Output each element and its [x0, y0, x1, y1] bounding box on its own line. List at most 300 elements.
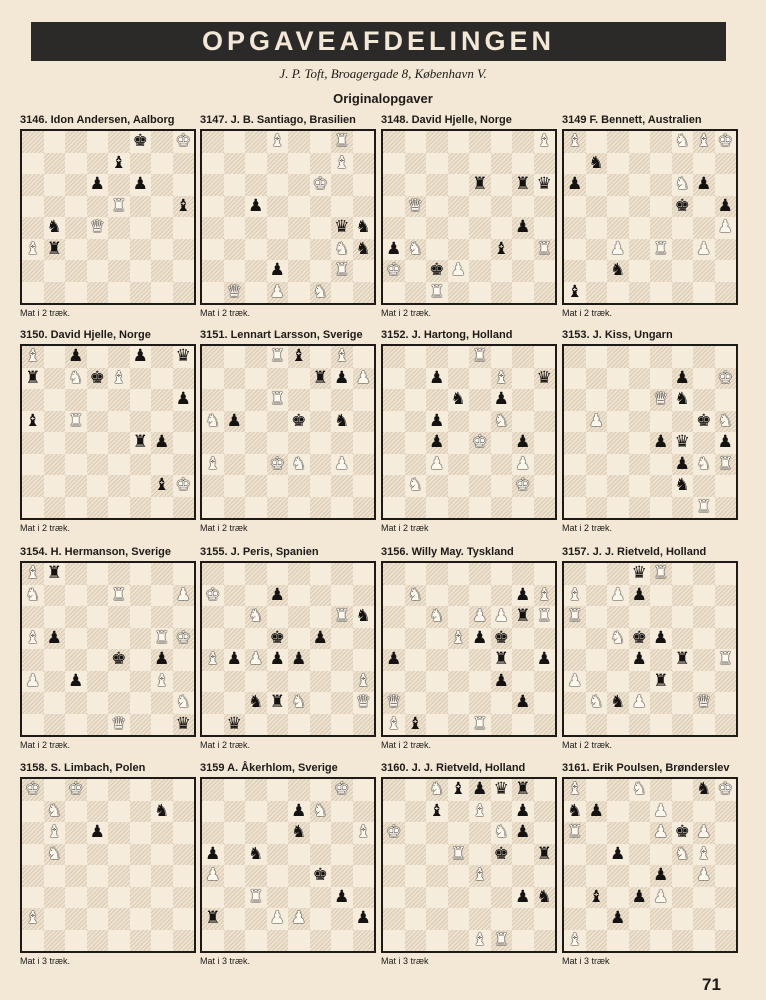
- black-knight-icon: ♞: [696, 779, 712, 800]
- board-square: [108, 368, 130, 390]
- board-square: [693, 887, 715, 909]
- black-pawn-icon: ♟: [386, 238, 402, 259]
- white-knight-icon: ♞: [205, 410, 221, 431]
- board-square: [405, 239, 427, 261]
- board-square: [426, 174, 448, 196]
- problem-stipulation: Mat i 2 træk.: [562, 523, 613, 533]
- white-queen-icon: ♛: [386, 692, 402, 713]
- board-square: [715, 239, 737, 261]
- problem-stipulation: Mat i 2 træk.: [562, 308, 613, 318]
- board-square: [650, 930, 672, 952]
- board-square: [22, 822, 44, 844]
- board-square: [224, 196, 246, 218]
- board-square: [629, 346, 651, 368]
- board-square: [288, 174, 310, 196]
- board-square: [607, 908, 629, 930]
- board-square: [426, 585, 448, 607]
- board-square: [715, 497, 737, 519]
- board-square: [383, 671, 405, 693]
- board-square: [173, 454, 195, 476]
- board-square: [448, 779, 470, 801]
- black-bishop-icon: ♝: [175, 195, 191, 216]
- board-square: [87, 153, 109, 175]
- board-square: [672, 865, 694, 887]
- board-square: [151, 260, 173, 282]
- board-square: [512, 887, 534, 909]
- board-square: [586, 454, 608, 476]
- board-square: [534, 714, 556, 736]
- board-square: [353, 239, 375, 261]
- board-square: [469, 801, 491, 823]
- board-square: [534, 432, 556, 454]
- board-square: [22, 454, 44, 476]
- black-knight-icon: ♞: [610, 692, 626, 713]
- chess-diagram: [381, 344, 557, 520]
- board-square: [224, 865, 246, 887]
- black-queen-icon: ♛: [226, 713, 242, 734]
- board-square: [448, 822, 470, 844]
- board-square: [715, 196, 737, 218]
- board-square: [491, 475, 513, 497]
- board-square: [353, 628, 375, 650]
- problem-stipulation: Mat i 3 træk: [381, 956, 429, 966]
- board-square: [202, 714, 224, 736]
- board-square: [331, 779, 353, 801]
- white-knight-icon: ♞: [429, 606, 445, 627]
- board-square: [715, 801, 737, 823]
- board-square: [65, 196, 87, 218]
- board-square: [353, 714, 375, 736]
- board-square: [202, 282, 224, 304]
- board-square: [224, 239, 246, 261]
- board-square: [22, 779, 44, 801]
- board-square: [65, 563, 87, 585]
- white-king-icon: ♚: [472, 432, 488, 453]
- board-square: [151, 217, 173, 239]
- white-bishop-icon: ♝: [567, 929, 583, 950]
- problem-stipulation: Mat i 3 træk.: [20, 956, 71, 966]
- board-square: [383, 131, 405, 153]
- board-square: [44, 563, 66, 585]
- board-square: [202, 822, 224, 844]
- black-rook-icon: ♜: [493, 649, 509, 670]
- black-pawn-icon: ♟: [226, 649, 242, 670]
- board-square: [672, 475, 694, 497]
- board-square: [693, 779, 715, 801]
- board-square: [353, 454, 375, 476]
- board-square: [151, 801, 173, 823]
- board-square: [267, 346, 289, 368]
- board-square: [267, 389, 289, 411]
- board-square: [693, 411, 715, 433]
- board-square: [353, 844, 375, 866]
- board-square: [202, 432, 224, 454]
- board-square: [715, 389, 737, 411]
- board-square: [331, 628, 353, 650]
- problem-card: [20, 113, 202, 323]
- black-knight-icon: ♞: [334, 410, 350, 431]
- board-square: [151, 844, 173, 866]
- board-square: [44, 930, 66, 952]
- problem-card: [20, 328, 202, 538]
- board-square: [130, 217, 152, 239]
- white-rook-icon: ♜: [567, 822, 583, 843]
- black-pawn-icon: ♟: [386, 649, 402, 670]
- black-bishop-icon: ♝: [407, 713, 423, 734]
- problem-stipulation: Mat i 2 træk.: [20, 523, 71, 533]
- board-square: [245, 822, 267, 844]
- board-square: [383, 368, 405, 390]
- board-square: [353, 174, 375, 196]
- board-square: [108, 475, 130, 497]
- board-square: [405, 671, 427, 693]
- black-bishop-icon: ♝: [567, 281, 583, 302]
- board-square: [448, 411, 470, 433]
- board-square: [22, 497, 44, 519]
- black-pawn-icon: ♟: [674, 367, 690, 388]
- board-square: [491, 844, 513, 866]
- board-square: [65, 260, 87, 282]
- board-square: [65, 930, 87, 952]
- board-square: [672, 908, 694, 930]
- board-square: [224, 779, 246, 801]
- black-pawn-icon: ♟: [696, 174, 712, 195]
- black-rook-icon: ♜: [653, 670, 669, 691]
- white-pawn-icon: ♟: [610, 584, 626, 605]
- black-knight-icon: ♞: [610, 260, 626, 281]
- black-rook-icon: ♜: [132, 432, 148, 453]
- board-square: [469, 368, 491, 390]
- board-square: [491, 432, 513, 454]
- board-square: [44, 822, 66, 844]
- board-square: [267, 260, 289, 282]
- board-square: [87, 671, 109, 693]
- board-square: [130, 887, 152, 909]
- board-square: [22, 432, 44, 454]
- board-square: [288, 671, 310, 693]
- board-square: [44, 217, 66, 239]
- black-pawn-icon: ♟: [515, 432, 531, 453]
- board-square: [202, 585, 224, 607]
- board-square: [310, 497, 332, 519]
- board-square: [693, 174, 715, 196]
- board-square: [173, 649, 195, 671]
- board-square: [607, 779, 629, 801]
- white-rook-icon: ♜: [653, 563, 669, 584]
- board-square: [130, 389, 152, 411]
- board-square: [108, 411, 130, 433]
- board-square: [491, 801, 513, 823]
- black-pawn-icon: ♟: [269, 649, 285, 670]
- board-square: [534, 801, 556, 823]
- board-square: [426, 628, 448, 650]
- board-square: [130, 671, 152, 693]
- board-square: [202, 692, 224, 714]
- board-square: [693, 217, 715, 239]
- board-square: [469, 692, 491, 714]
- white-queen-icon: ♛: [407, 195, 423, 216]
- board-square: [693, 930, 715, 952]
- board-square: [267, 692, 289, 714]
- board-square: [22, 887, 44, 909]
- board-square: [130, 454, 152, 476]
- board-square: [383, 475, 405, 497]
- board-square: [331, 930, 353, 952]
- white-rook-icon: ♜: [536, 606, 552, 627]
- board-square: [331, 368, 353, 390]
- white-rook-icon: ♜: [450, 843, 466, 864]
- board-square: [130, 649, 152, 671]
- board-square: [44, 671, 66, 693]
- board-square: [173, 497, 195, 519]
- board-square: [564, 411, 586, 433]
- board-square: [512, 411, 534, 433]
- black-pawn-icon: ♟: [89, 822, 105, 843]
- board-square: [426, 260, 448, 282]
- problem-title: 3152. J. Hartong, Holland: [381, 329, 513, 341]
- board-square: [672, 368, 694, 390]
- board-square: [586, 497, 608, 519]
- problem-card: [381, 328, 563, 538]
- board-square: [629, 563, 651, 585]
- board-square: [173, 217, 195, 239]
- board-square: [564, 908, 586, 930]
- board-square: [331, 153, 353, 175]
- board-square: [65, 389, 87, 411]
- board-square: [469, 131, 491, 153]
- white-queen-icon: ♛: [696, 692, 712, 713]
- problem-title: 3150. David Hjelle, Norge: [20, 329, 151, 341]
- board-square: [383, 930, 405, 952]
- board-square: [650, 153, 672, 175]
- board-square: [288, 844, 310, 866]
- board-square: [672, 432, 694, 454]
- board-square: [130, 606, 152, 628]
- board-square: [650, 671, 672, 693]
- board-square: [607, 239, 629, 261]
- board-square: [693, 844, 715, 866]
- board-square: [564, 801, 586, 823]
- white-knight-icon: ♞: [407, 584, 423, 605]
- board-square: [224, 887, 246, 909]
- board-square: [173, 671, 195, 693]
- chess-diagram: [20, 129, 196, 305]
- board-square: [607, 714, 629, 736]
- board-square: [650, 497, 672, 519]
- board-square: [22, 714, 44, 736]
- board-square: [469, 454, 491, 476]
- board-square: [715, 217, 737, 239]
- white-pawn-icon: ♟: [696, 865, 712, 886]
- board-square: [405, 585, 427, 607]
- board-square: [650, 346, 672, 368]
- board-square: [224, 475, 246, 497]
- board-square: [130, 563, 152, 585]
- black-queen-icon: ♛: [493, 779, 509, 800]
- board-square: [469, 432, 491, 454]
- board-square: [564, 887, 586, 909]
- problem-title: 3147. J. B. Santiago, Brasilien: [200, 114, 356, 126]
- board-square: [426, 497, 448, 519]
- chess-diagram: [562, 344, 738, 520]
- board-square: [173, 475, 195, 497]
- board-square: [586, 389, 608, 411]
- board-square: [448, 217, 470, 239]
- board-square: [353, 131, 375, 153]
- board-square: [151, 585, 173, 607]
- board-square: [650, 779, 672, 801]
- black-pawn-icon: ♟: [536, 649, 552, 670]
- board-square: [534, 908, 556, 930]
- white-rook-icon: ♜: [334, 606, 350, 627]
- black-pawn-icon: ♟: [291, 649, 307, 670]
- board-square: [108, 585, 130, 607]
- board-square: [22, 217, 44, 239]
- board-square: [534, 475, 556, 497]
- board-square: [44, 346, 66, 368]
- problem-title: 3159 A. Åkerhlom, Sverige: [200, 762, 338, 774]
- board-square: [245, 563, 267, 585]
- board-square: [22, 411, 44, 433]
- section-banner: OPGAVEAFDELINGEN: [31, 22, 726, 61]
- board-square: [607, 930, 629, 952]
- board-square: [469, 174, 491, 196]
- board-square: [22, 260, 44, 282]
- board-square: [405, 779, 427, 801]
- board-square: [512, 865, 534, 887]
- board-square: [224, 260, 246, 282]
- black-king-icon: ♚: [631, 627, 647, 648]
- board-square: [512, 454, 534, 476]
- board-square: [202, 887, 224, 909]
- board-square: [469, 239, 491, 261]
- board-square: [22, 865, 44, 887]
- board-square: [448, 196, 470, 218]
- black-pawn-icon: ♟: [631, 649, 647, 670]
- black-rook-icon: ♜: [205, 908, 221, 929]
- black-pawn-icon: ♟: [472, 627, 488, 648]
- board-square: [288, 411, 310, 433]
- black-bishop-icon: ♝: [291, 346, 307, 367]
- board-square: [310, 260, 332, 282]
- board-square: [715, 606, 737, 628]
- board-square: [564, 131, 586, 153]
- board-square: [331, 454, 353, 476]
- white-pawn-icon: ♟: [175, 584, 191, 605]
- board-square: [22, 239, 44, 261]
- board-square: [672, 822, 694, 844]
- board-square: [512, 628, 534, 650]
- board-square: [288, 563, 310, 585]
- white-king-icon: ♚: [312, 174, 328, 195]
- board-square: [245, 692, 267, 714]
- board-square: [586, 368, 608, 390]
- board-square: [491, 260, 513, 282]
- board-square: [288, 649, 310, 671]
- board-square: [245, 628, 267, 650]
- board-square: [426, 131, 448, 153]
- problem-stipulation: Mat i 2 træk.: [381, 308, 432, 318]
- board-square: [331, 260, 353, 282]
- board-square: [87, 389, 109, 411]
- problem-stipulation: Mat i 2 træk.: [562, 740, 613, 750]
- board-square: [245, 239, 267, 261]
- board-square: [650, 282, 672, 304]
- board-square: [586, 174, 608, 196]
- board-square: [405, 346, 427, 368]
- board-square: [383, 779, 405, 801]
- board-square: [586, 908, 608, 930]
- problem-card: [200, 545, 382, 755]
- chess-diagram: [200, 777, 376, 953]
- white-bishop-icon: ♝: [696, 131, 712, 152]
- board-square: [491, 822, 513, 844]
- black-pawn-icon: ♟: [631, 886, 647, 907]
- problem-title: 3157. J. J. Rietveld, Holland: [562, 546, 707, 558]
- board-square: [44, 174, 66, 196]
- board-square: [224, 153, 246, 175]
- board-square: [331, 432, 353, 454]
- board-square: [512, 389, 534, 411]
- board-square: [245, 671, 267, 693]
- board-square: [383, 692, 405, 714]
- black-bishop-icon: ♝: [111, 152, 127, 173]
- board-square: [405, 368, 427, 390]
- board-square: [693, 606, 715, 628]
- board-square: [607, 692, 629, 714]
- board-square: [586, 671, 608, 693]
- board-square: [288, 432, 310, 454]
- board-square: [629, 368, 651, 390]
- board-square: [353, 282, 375, 304]
- black-pawn-icon: ♟: [653, 865, 669, 886]
- white-knight-icon: ♞: [248, 606, 264, 627]
- board-square: [44, 282, 66, 304]
- white-knight-icon: ♞: [610, 627, 626, 648]
- board-square: [469, 606, 491, 628]
- white-pawn-icon: ♟: [429, 453, 445, 474]
- white-king-icon: ♚: [269, 453, 285, 474]
- white-bishop-icon: ♝: [472, 929, 488, 950]
- board-square: [629, 497, 651, 519]
- board-square: [173, 282, 195, 304]
- board-square: [629, 432, 651, 454]
- board-square: [491, 628, 513, 650]
- black-knight-icon: ♞: [567, 800, 583, 821]
- board-square: [151, 389, 173, 411]
- board-square: [629, 801, 651, 823]
- board-square: [353, 563, 375, 585]
- black-pawn-icon: ♟: [674, 453, 690, 474]
- board-square: [87, 368, 109, 390]
- board-square: [534, 196, 556, 218]
- board-square: [65, 779, 87, 801]
- board-square: [288, 346, 310, 368]
- board-square: [491, 606, 513, 628]
- board-square: [607, 865, 629, 887]
- board-square: [715, 649, 737, 671]
- board-square: [151, 131, 173, 153]
- board-square: [65, 368, 87, 390]
- board-square: [715, 282, 737, 304]
- board-square: [534, 887, 556, 909]
- black-king-icon: ♚: [696, 410, 712, 431]
- board-square: [534, 239, 556, 261]
- board-square: [512, 131, 534, 153]
- problem-card: [381, 545, 563, 755]
- white-pawn-icon: ♟: [717, 217, 733, 238]
- board-square: [607, 844, 629, 866]
